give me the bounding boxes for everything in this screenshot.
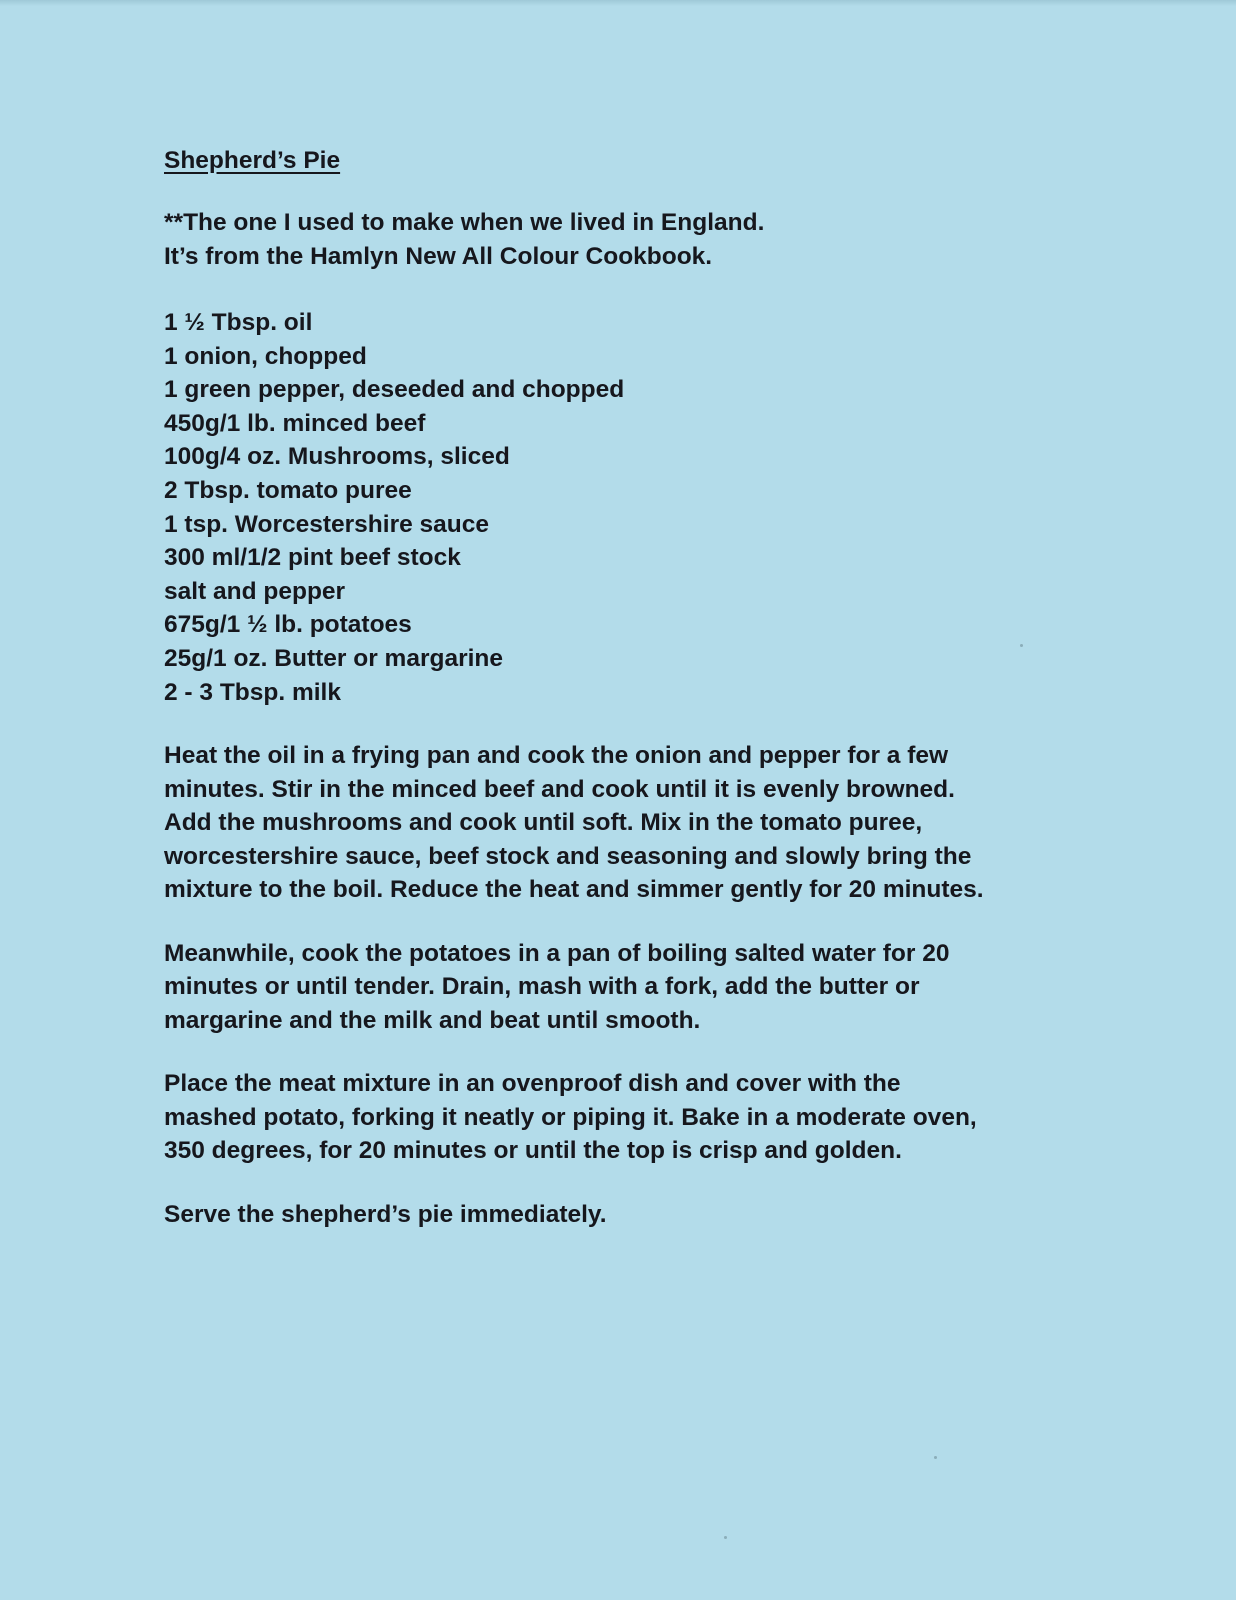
ingredient-item: 2 Tbsp. tomato puree <box>164 476 412 504</box>
ingredient-item: salt and pepper <box>164 577 346 605</box>
paper-speck <box>724 1536 727 1539</box>
intro-line: **The one I used to make when we lived in England. <box>164 209 765 236</box>
instruction-step: Place the meat mixture in an ovenproof dish and cover with the mashed potato, forking it neatly or piping it. Bake in a moderate oven, 350 degrees, for 20 minutes or until the top is crisp and golden. <box>164 1070 977 1165</box>
ingredient-item: 1 ½ Tbsp. oil <box>164 309 313 336</box>
recipe-title: Shepherd’s Pie <box>164 147 341 174</box>
ingredient-item: 450g/1 lb. minced beef <box>164 409 426 437</box>
recipe-intro <box>164 206 1064 274</box>
ingredient-item: 1 green pepper, deseeded and chopped <box>164 376 625 404</box>
paper-speck <box>934 1456 937 1459</box>
intro-line: It’s from the Hamlyn New All Colour Cookbook. <box>164 243 713 270</box>
instruction-step: Heat the oil in a frying pan and cook the onion and pepper for a few minutes. Stir in the minced beef and cook until it is evenly browned. Add the mushrooms and cook until soft. Mix in the tomato puree, worcestershire sauce, beef stock and seasoning and slowly bring the mixture to the boil. Reduce the heat and simmer gently for 20 minutes. <box>164 742 984 904</box>
ingredient-item: 675g/1 ½ lb. potatoes <box>164 611 412 639</box>
ingredient-item: 1 onion, chopped <box>164 342 367 370</box>
scan-edge <box>0 0 1236 6</box>
ingredient-item: 25g/1 oz. Butter or margarine <box>164 644 504 672</box>
ingredient-item: 300 ml/1/2 pint beef stock <box>164 544 461 572</box>
ingredient-item: 100g/4 oz. Mushrooms, sliced <box>164 443 510 471</box>
instruction-step: Serve the shepherd’s pie immediately. <box>164 1200 607 1228</box>
ingredient-item: 2 - 3 Tbsp. milk <box>164 678 341 706</box>
instruction-step: Meanwhile, cook the potatoes in a pan of boiling salted water for 20 minutes or until tender. Drain, mash with a fork, add the butter or margarine and the milk and beat until smooth. <box>164 939 950 1034</box>
recipe-content <box>164 144 1064 1231</box>
ingredient-item: 1 tsp. Worcestershire sauce <box>164 510 490 538</box>
paper-speck <box>1020 644 1023 647</box>
ingredient-list <box>164 306 1064 709</box>
